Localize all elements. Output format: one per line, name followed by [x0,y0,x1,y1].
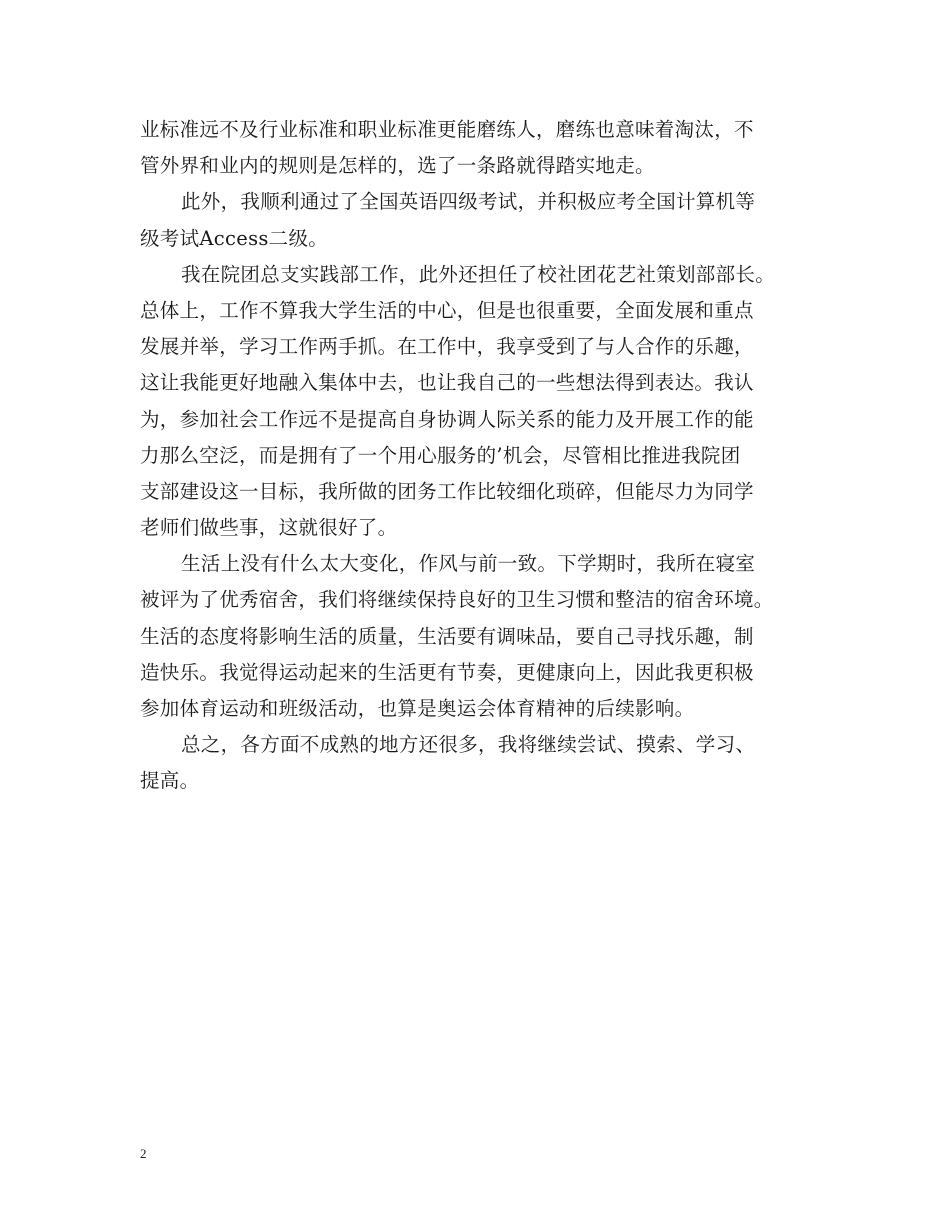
text-line: 总体上，工作不算我大学生活的中心，但是也很重要，全面发展和重点 [140,298,754,322]
text-line: 支部建设这一目标，我所做的团务工作比较细化琐碎，但能尽力为同学 [140,479,754,503]
text-line: 为，参加社会工作远不是提高自身协调人际关系的能力及开展工作的能 [140,407,754,431]
text-line: 提高。 [140,769,200,793]
text-line: 老师们做些事，这就很好了。 [140,516,398,540]
text-line: 参加体育运动和班级活动，也算是奥运会体育精神的后续影响。 [140,697,695,720]
text-line: 力那么空泛，而是拥有了一个用心服务的’机会，尽管相比推进我院团 [140,443,741,467]
text-line: 级考试Access二级。 [140,226,329,250]
text-line: 被评为了优秀宿舍，我们将继续保持良好的卫生习惯和整洁的宿舍环境。 [140,588,774,612]
text-line: 这让我能更好地融入集体中去，也让我自己的一些想法得到表达。我认 [140,371,754,395]
text-line: 业标准远不及行业标准和职业标准更能磨练人，磨练也意味着淘汰，不 [140,118,754,141]
text-line: 发展并举，学习工作两手抓。在工作中，我享受到了与人合作的乐趣， [140,335,754,359]
page-number: 2 [140,1146,147,1161]
text-line: 生活上没有什么太大变化，作风与前一致。下学期时，我所在寝室 [181,552,756,576]
text-line: 总之，各方面不成熟的地方还很多，我将继续尝试、摸索、学习、 [181,733,756,757]
text-line: 管外界和业内的规则是怎样的，选了一条路就得踏实地走。 [140,154,655,178]
text-line: 此外，我顺利通过了全国英语四级考试，并积极应考全国计算机等 [181,190,756,214]
text-line: 生活的态度将影响生活的质量，生活要有调味品，要自己寻找乐趣，制 [140,624,754,648]
document-body [140,112,830,800]
text-line: 我在院团总支实践部工作，此外还担任了校社团花艺社策划部部长。 [181,262,776,286]
text-line: 造快乐。我觉得运动起来的生活更有节奏，更健康向上，因此我更积极 [140,660,754,684]
